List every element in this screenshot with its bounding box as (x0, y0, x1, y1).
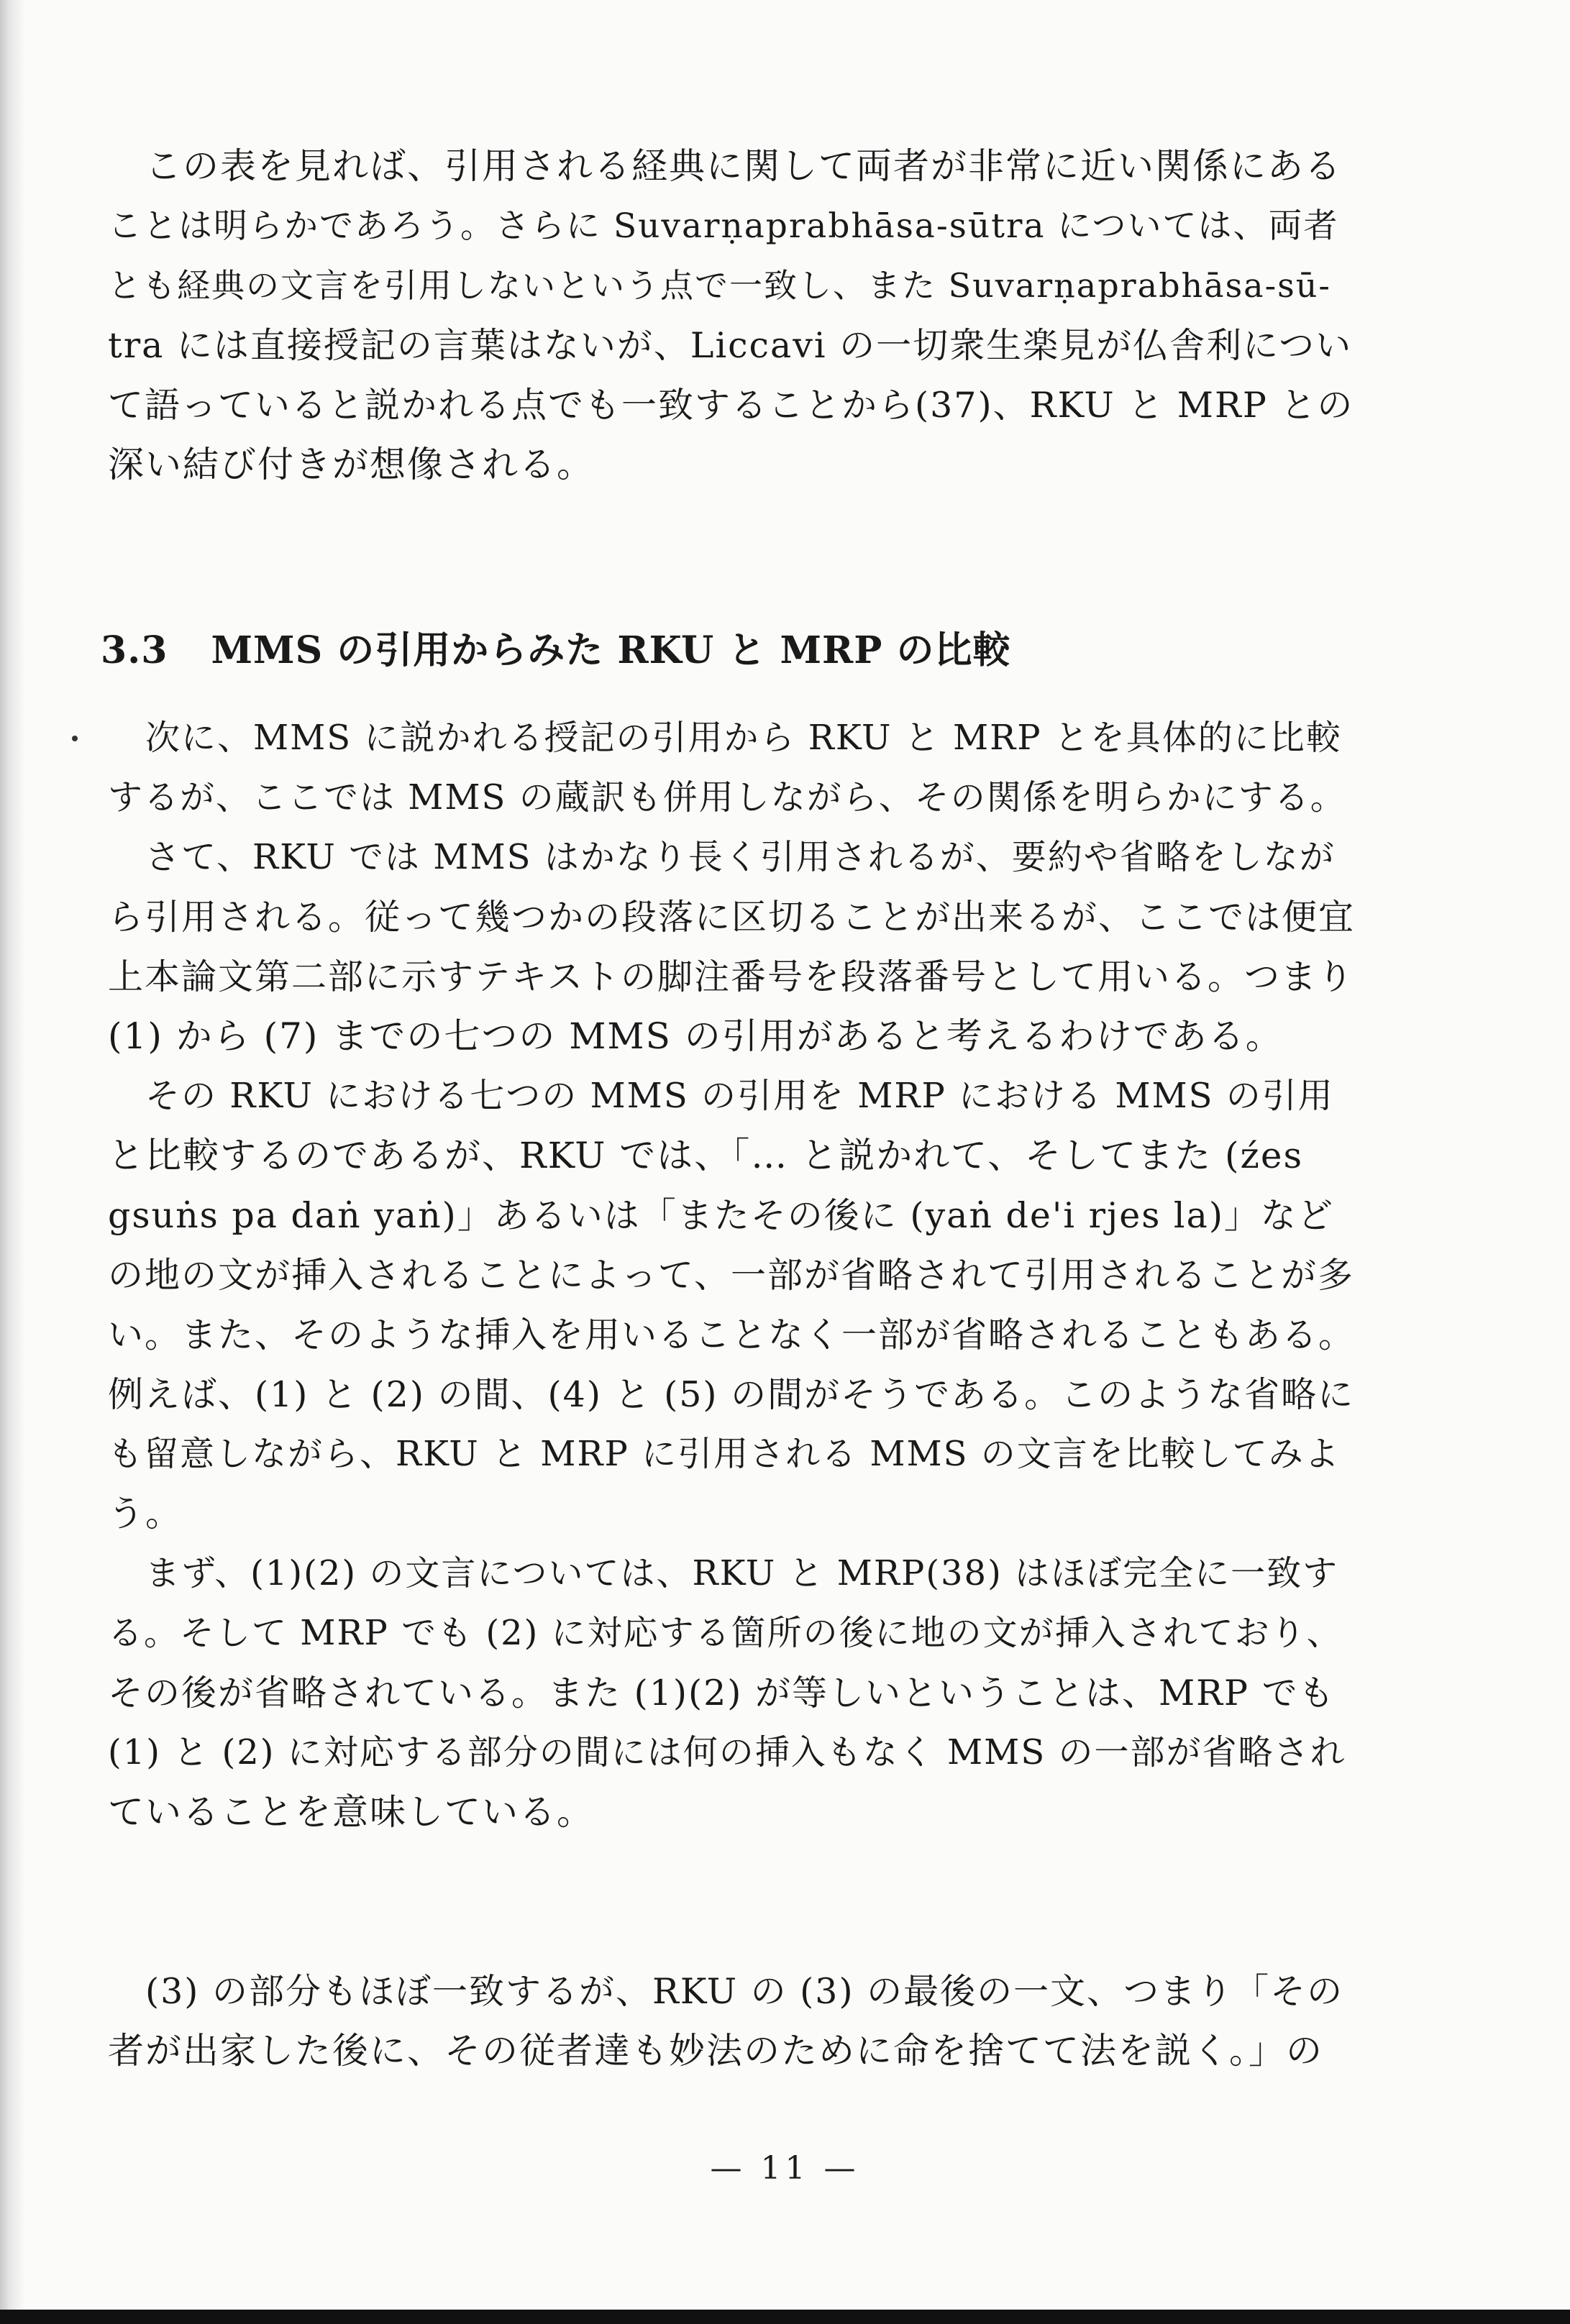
text-line: も留意しながら、RKU と MRP に引用される MMS の文言を比較してみよ (108, 1434, 1341, 1474)
text-line: い。また、そのような挿入を用いることなく一部が省略されることもある。 (108, 1314, 1356, 1355)
text-line: ら引用される。従って幾つかの段落に区切ることが出来るが、ここでは便宜 (108, 897, 1356, 938)
text-line: その RKU における七つの MMS の引用を MRP における MMS の引用 (145, 1076, 1334, 1116)
text-line: その後が省略されている。また (1)(2) が等しいということは、MRP でも (108, 1673, 1336, 1714)
text-line: る。そして MRP でも (2) に対応する箇所の後に地の文が挿入されており、 (108, 1613, 1343, 1653)
paragraph-4 (108, 1066, 1356, 1544)
section-title: MMS の引用からみた RKU と MRP の比較 (211, 628, 1011, 672)
text-line: さて、RKU では MMS はかなり長く引用されるが、要約や省略をしなが (145, 837, 1336, 877)
text-line: (3) の部分もほぼ一致するが、RKU の (3) の最後の一文、つまり「その (145, 1971, 1344, 2012)
paragraph-3 (108, 828, 1356, 1066)
text-line: tra には直接授記の言葉はないが、Liccavi の一切衆生楽見が仏舎利につい (108, 325, 1353, 366)
text-line: ていることを意味している。 (108, 1791, 594, 1833)
page-number: — 11 — (710, 2150, 860, 2187)
text-line: う。 (108, 1493, 183, 1534)
text-line: の地の文が挿入されることによって、一部が省略されて引用されることが多 (108, 1255, 1355, 1296)
text-line: と比較するのであるが、RKU では、「… と説かれて、そしてまた (źes (108, 1135, 1304, 1176)
text-line: この表を見れば、引用される経典に関して両者が非常に近い関係にある (145, 145, 1342, 187)
section-heading (101, 620, 1010, 674)
text-line: 深い結び付きが想像される。 (108, 444, 594, 485)
paragraph-1 (108, 137, 1356, 495)
text-line: まず、(1)(2) の文言については、RKU と MRP(38) はほぼ完全に一致す (145, 1553, 1339, 1593)
text-line: とも経典の文言を引用しないという点で一致し、また Suvarṇaprabhāsa-sū- (108, 266, 1331, 305)
paragraph-5 (108, 1544, 1356, 1842)
scan-edge-left (0, 0, 24, 2324)
text-line: 例えば、(1) と (2) の間、(4) と (5) の間がそうである。このような省略に (108, 1374, 1355, 1415)
text-line: するが、ここでは MMS の蔵訳も併用しながら、その関係を明らかにする。 (108, 777, 1346, 818)
text-line: 者が出家した後に、その従者達も妙法のために命を捨てて法を説く。」の (108, 2030, 1323, 2072)
margin-dot (72, 736, 78, 741)
text-line: 上本論文第二部に示すテキストの脚注番号を段落番号として用いる。つまり (108, 956, 1355, 997)
text-line: ことは明らかであろう。さらに Suvarṇaprabhāsa-sūtra については、両者 (108, 206, 1339, 246)
paragraph-2 (108, 708, 1356, 828)
text-line: (1) と (2) に対応する部分の間には何の挿入もなく MMS の一部が省略され (108, 1732, 1346, 1772)
paragraph-6 (108, 1962, 1356, 2081)
section-number: 3.3 (101, 628, 168, 672)
scan-edge-bottom (0, 2310, 1570, 2324)
text-line: て語っていると説かれる点でも一致することから(37)、RKU と MRP との (108, 385, 1354, 426)
text-line: 次に、MMS に説かれる授記の引用から RKU と MRP とを具体的に比較 (145, 718, 1342, 758)
text-line: (1) から (7) までの七つの MMS の引用があると考えるわけである。 (108, 1015, 1283, 1057)
text-line: gsuṅs pa daṅ yaṅ)」あるいは「またその後に (yaṅ de'i rjes la)」など (108, 1195, 1334, 1236)
